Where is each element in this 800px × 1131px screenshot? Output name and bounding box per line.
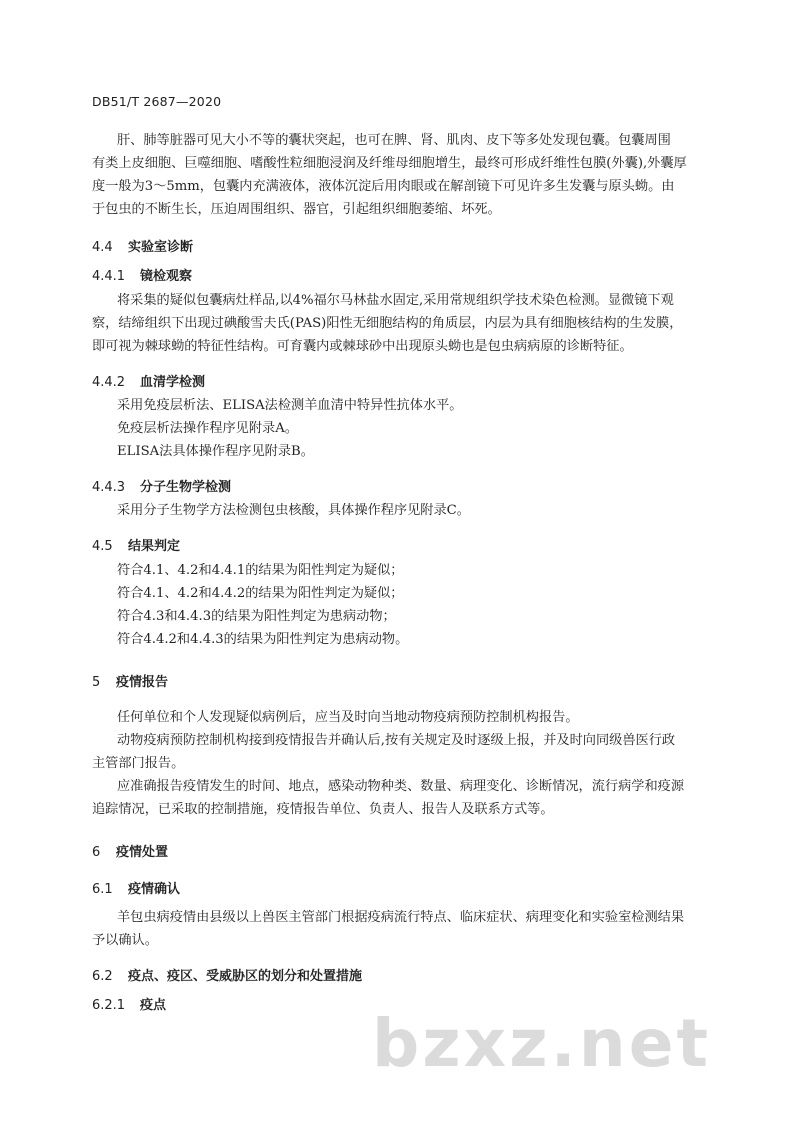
- paragraph-line: 动物疫病预防控制机构接到疫情报告并确认后,按有关规定及时逐级上报，并及时向同级兽医行政: [117, 733, 676, 748]
- section-heading-6-2: [92, 965, 362, 984]
- section-heading-6: [92, 841, 168, 860]
- section-number: 6.2: [92, 969, 113, 984]
- section-number: 5: [92, 675, 101, 690]
- section-heading-4-4-1: [92, 265, 192, 284]
- section-number: 6: [92, 845, 101, 860]
- paragraph-line: 即可视为棘球蚴的特征性结构。可育囊内或棘球砂中出现原头蚴也是包虫病病原的诊断特征。: [92, 339, 633, 354]
- section-title: 疫情确认: [128, 882, 181, 897]
- section-title: 镜检观察: [140, 269, 193, 284]
- paragraph-line: 有类上皮细胞、巨噬细胞、嗜酸性粒细胞浸润及纤维母细胞增生，最终可形成纤维性包膜(外囊),外囊厚: [92, 156, 687, 171]
- paragraph-line: 主管部门报告。: [92, 756, 185, 771]
- section-heading-6-1: [92, 878, 180, 897]
- section-heading-6-2-1: [92, 994, 166, 1013]
- paragraph-line: 予以确认。: [92, 933, 158, 948]
- section-title: 疫情处置: [116, 845, 169, 860]
- paragraph-line: 应准确报告疫情发生的时间、地点，感染动物种类、数量、病理变化、诊断情况，流行病学和疫源: [117, 779, 685, 794]
- paragraph-line: 察，结缔组织下出现过碘酸雪夫氏(PAS)阳性无细胞结构的角质层，内层为具有细胞核结构的生发膜，: [92, 316, 683, 331]
- section-title: 疫情报告: [116, 675, 169, 690]
- section-heading-4-4-2: [92, 371, 205, 390]
- paragraph-line: 免疫层析法操作程序见附录A。: [117, 421, 298, 436]
- paragraph-line: 采用免疫层析法、ELISA法检测羊血清中特异性抗体水平。: [117, 398, 463, 413]
- paragraph-line: 将采集的疑似包囊病灶样品,以4%福尔马林盐水固定,采用常规组织学技术染色检测。显微镜下观: [117, 293, 674, 308]
- section-number: 6.2.1: [92, 998, 126, 1013]
- site-watermark: bzxz.net: [372, 1005, 712, 1082]
- section-number: 6.1: [92, 882, 113, 897]
- paragraph-line: 肝、肺等脏器可见大小不等的囊状突起，也可在脾、肾、肌肉、皮下等多处发现包囊。包囊周围: [117, 133, 671, 148]
- section-title: 血清学检测: [140, 375, 206, 390]
- paragraph-line: 采用分子生物学方法检测包虫核酸，具体操作程序见附录C。: [117, 503, 470, 518]
- paragraph-line: ELISA法具体操作程序见附录B。: [117, 444, 314, 459]
- section-heading-4-4: [92, 236, 193, 255]
- section-title: 疫点、疫区、受威胁区的划分和处置措施: [128, 969, 363, 984]
- paragraph-line: 符合4.3和4.4.3的结果为阳性判定为患病动物；: [117, 609, 396, 624]
- paragraph-line: 度一般为3～5mm，包囊内充满液体，液体沉淀后用肉眼或在解剖镜下可见许多生发囊与原头蚴。由: [92, 179, 675, 194]
- paragraph-line: 符合4.1、4.2和4.4.2的结果为阳性判定为疑似；: [117, 586, 404, 601]
- section-heading-4-5: [92, 535, 180, 554]
- paragraph-line: 任何单位和个人发现疑似病例后，应当及时向当地动物疫病预防控制机构报告。: [117, 710, 579, 725]
- section-heading-5: [92, 671, 168, 690]
- paragraph-line: 符合4.1、4.2和4.4.1的结果为阳性判定为疑似；: [117, 563, 404, 578]
- section-number: 4.4.3: [92, 480, 126, 495]
- section-title: 分子生物学检测: [140, 480, 232, 495]
- section-title: 结果判定: [128, 539, 181, 554]
- paragraph-line: 追踪情况，已采取的控制措施，疫情报告单位、负责人、报告人及联系方式等。: [92, 802, 554, 817]
- section-number: 4.5: [92, 539, 113, 554]
- section-number: 4.4.1: [92, 269, 126, 284]
- section-heading-4-4-3: [92, 476, 231, 495]
- paragraph-line: 于包虫的不断生长，压迫周围组织、器官，引起组织细胞萎缩、坏死。: [92, 202, 501, 217]
- section-title: 疫点: [140, 998, 167, 1013]
- paragraph-line: 羊包虫病疫情由县级以上兽医主管部门根据疫病流行特点、临床症状、病理变化和实验室检测结果: [117, 910, 685, 925]
- paragraph-line: 符合4.4.2和4.4.3的结果为阳性判定为患病动物。: [117, 632, 409, 647]
- section-number: 4.4.2: [92, 375, 126, 390]
- document-code-header: DB51/T 2687—2020: [92, 94, 222, 109]
- section-title: 实验室诊断: [128, 240, 194, 255]
- section-number: 4.4: [92, 240, 113, 255]
